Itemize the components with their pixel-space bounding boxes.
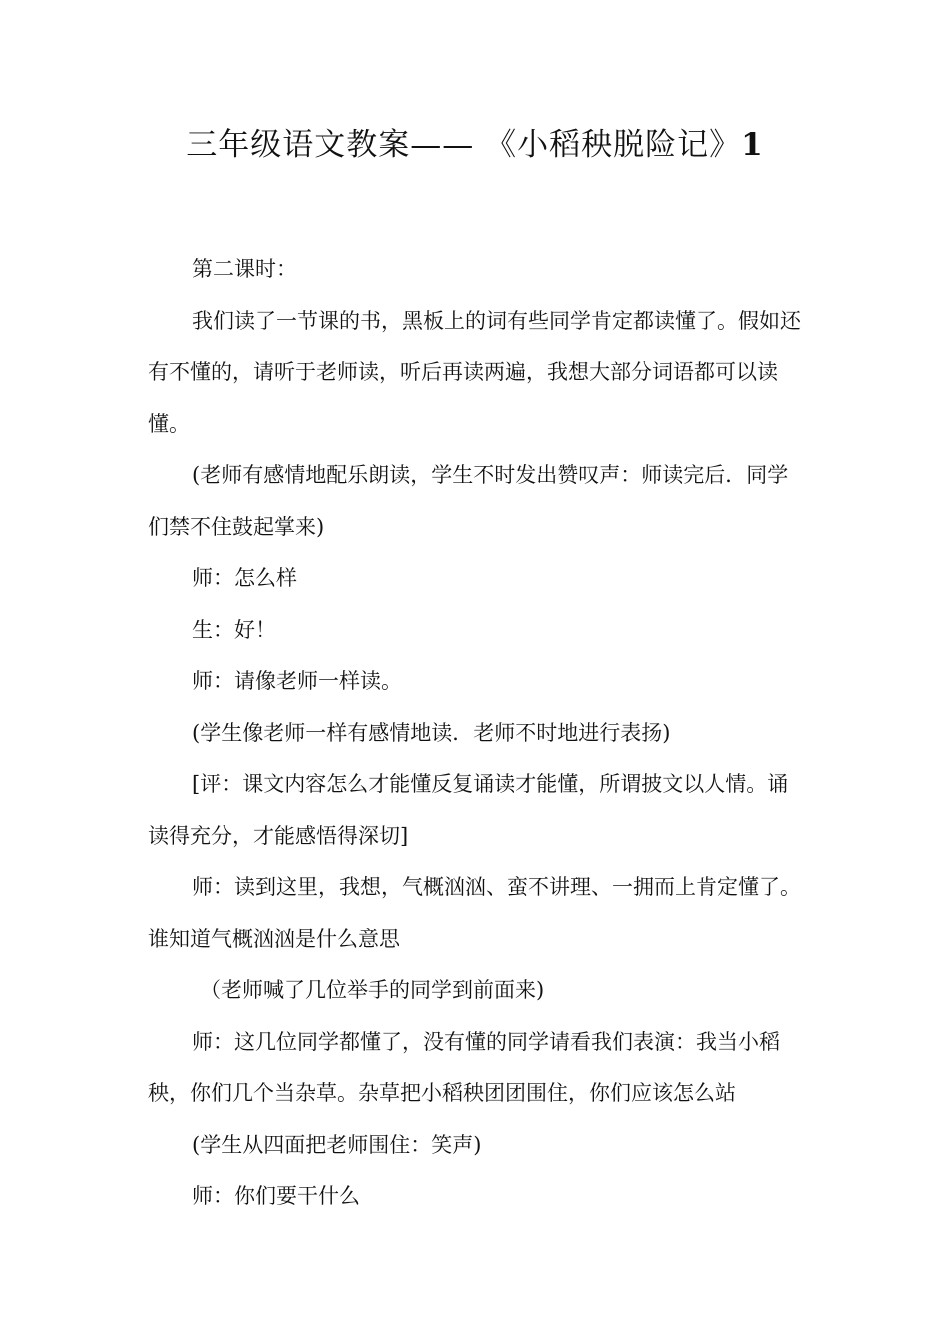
paragraph: 师：读到这里，我想，气概汹汹、蛮不讲理、一拥而上肯定懂了。谁知道气概汹汹是什么意思 (148, 875, 801, 951)
paragraph: 师：怎么样 (192, 566, 297, 590)
document-title (0, 122, 950, 168)
paragraph: 师：这几位同学都懂了，没有懂的同学请看我们表演：我当小稻秧，你们几个当杂草。杂草把小稻秧团团围住，你们应该怎么站 (148, 1029, 780, 1105)
title-number: 1 (741, 127, 764, 163)
paragraph: (学生像老师一样有感情地读．老师不时地进行表扬) (192, 720, 671, 745)
paragraph: (老师有感情地配乐朗读，学生不时发出赞叹声：师读完后．同学们禁不住鼓起掌来) (148, 463, 789, 539)
paragraph: 生：好！ (192, 617, 276, 642)
paragraph-comment: [评：课文内容怎么才能懂反复诵读才能懂，所谓披文以人情。诵读得充分，才能感悟得深切] (148, 772, 789, 848)
paragraph: 师：你们要干什么 (192, 1184, 360, 1208)
paragraph: (学生从四面把老师围住：笑声) (192, 1132, 482, 1157)
document-body (148, 244, 808, 1223)
paragraph: 我们读了一节课的书，黑板上的词有些同学肯定都读懂了。假如还有不懂的，请听于老师读，听后再读两遍，我想大部分词语都可以读懂。 (148, 308, 801, 436)
paragraph: （老师喊了几位举手的同学到前面来) (200, 978, 545, 1002)
title-text: 三年级语文教案—— 《小稻秧脱险记》 (186, 127, 742, 163)
paragraph: 师：请像老师一样读。 (192, 669, 402, 693)
paragraph-lesson-label: 第二课时： (192, 257, 297, 281)
